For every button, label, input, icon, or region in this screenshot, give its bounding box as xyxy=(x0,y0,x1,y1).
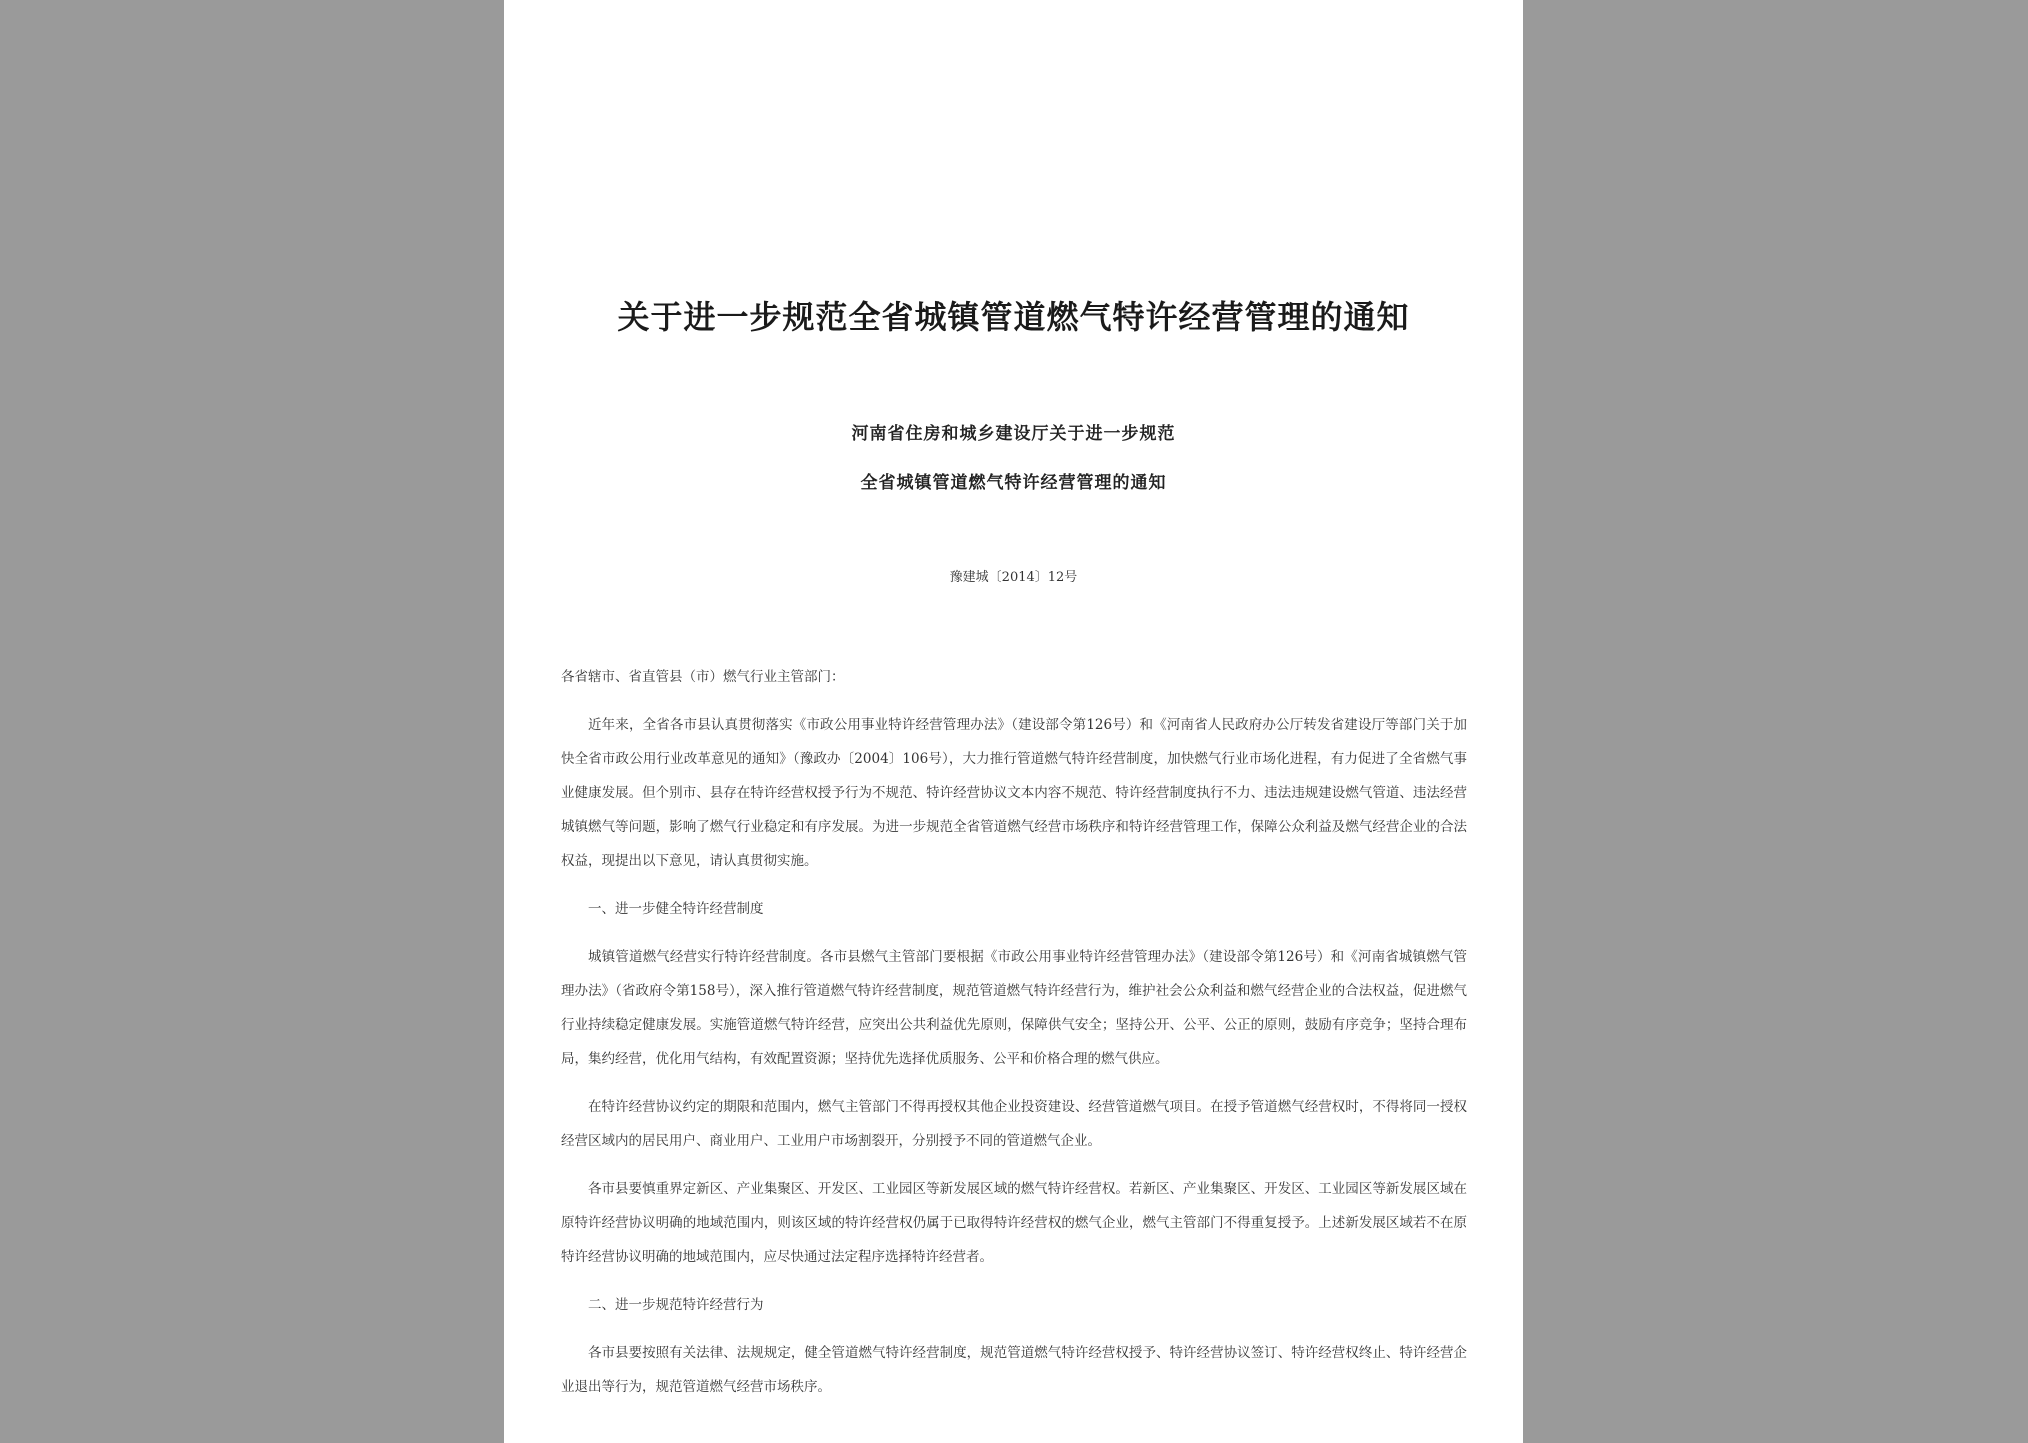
paragraph: 城镇管道燃气经营实行特许经营制度。各市县燃气主管部门要根据《市政公用事业特许经营管理办法》（建设部令第126号）和《河南省城镇燃气管理办法》（省政府令第158号），深入推行管道燃气特许经营制度，规范管道燃气特许经营行为，维护社会公众利益和燃气经营企业的合法权益，促进燃气行业持续稳定健康发展。实施管道燃气特许经营，应突出公共利益优先原则，保障供气安全；坚持公开、公平、公正的原则，鼓励有序竞争；坚持合理布局，集约经营，优化用气结构，有效配置资源；坚持优先选择优质服务、公平和价格合理的燃气供应。 xyxy=(561,949,1467,1067)
section-heading: 二、进一步规范特许经营行为 xyxy=(588,1297,764,1313)
document-title: 关于进一步规范全省城镇管道燃气特许经营管理的通知 xyxy=(617,298,1410,336)
paragraph: 在特许经营协议约定的期限和范围内，燃气主管部门不得再授权其他企业投资建设、经营管道燃气项目。在授予管道燃气经营权时，不得将同一授权经营区域内的居民用户、商业用户、工业用户市场割裂开，分别授予不同的管道燃气企业。 xyxy=(561,1099,1467,1149)
paragraph: 各市县要按照有关法律、法规规定，健全管道燃气特许经营制度，规范管道燃气特许经营权授予、特许经营协议签订、特许经营权终止、特许经营企业退出等行为，规范管道燃气经营市场秩序。 xyxy=(561,1345,1467,1395)
document-subtitle-line1: 河南省住房和城乡建设厅关于进一步规范 xyxy=(851,424,1176,444)
paragraph: 各市县要慎重界定新区、产业集聚区、开发区、工业园区等新发展区域的燃气特许经营权。若新区、产业集聚区、开发区、工业园区等新发展区域在原特许经营协议明确的地域范围内，则该区域的特许经营权仍属于已取得特许经营权的燃气企业，燃气主管部门不得重复授予。上述新发展区域若不在原特许经营协议明确的地域范围内，应尽快通过法定程序选择特许经营者。 xyxy=(561,1181,1467,1265)
document-body xyxy=(561,660,1467,1418)
salutation: 各省辖市、省直管县（市）燃气行业主管部门： xyxy=(561,669,845,685)
document-page xyxy=(504,0,1523,1443)
document-number: 豫建城〔2014〕12号 xyxy=(949,570,1078,585)
section-heading: 一、进一步健全特许经营制度 xyxy=(588,901,764,917)
document-subtitle-line2: 全省城镇管道燃气特许经营管理的通知 xyxy=(860,473,1167,493)
paragraph: 近年来，全省各市县认真贯彻落实《市政公用事业特许经营管理办法》（建设部令第126号）和《河南省人民政府办公厅转发省建设厅等部门关于加快全省市政公用行业改革意见的通知》（豫政办〔2004〕106号），大力推行管道燃气特许经营制度，加快燃气行业市场化进程，有力促进了全省燃气事业健康发展。但个别市、县存在特许经营权授予行为不规范、特许经营协议文本内容不规范、特许经营制度执行不力、违法违规建设燃气管道、违法经营城镇燃气等问题，影响了燃气行业稳定和有序发展。为进一步规范全省管道燃气经营市场秩序和特许经营管理工作，保障公众利益及燃气经营企业的合法权益，现提出以下意见，请认真贯彻实施。 xyxy=(561,717,1467,869)
